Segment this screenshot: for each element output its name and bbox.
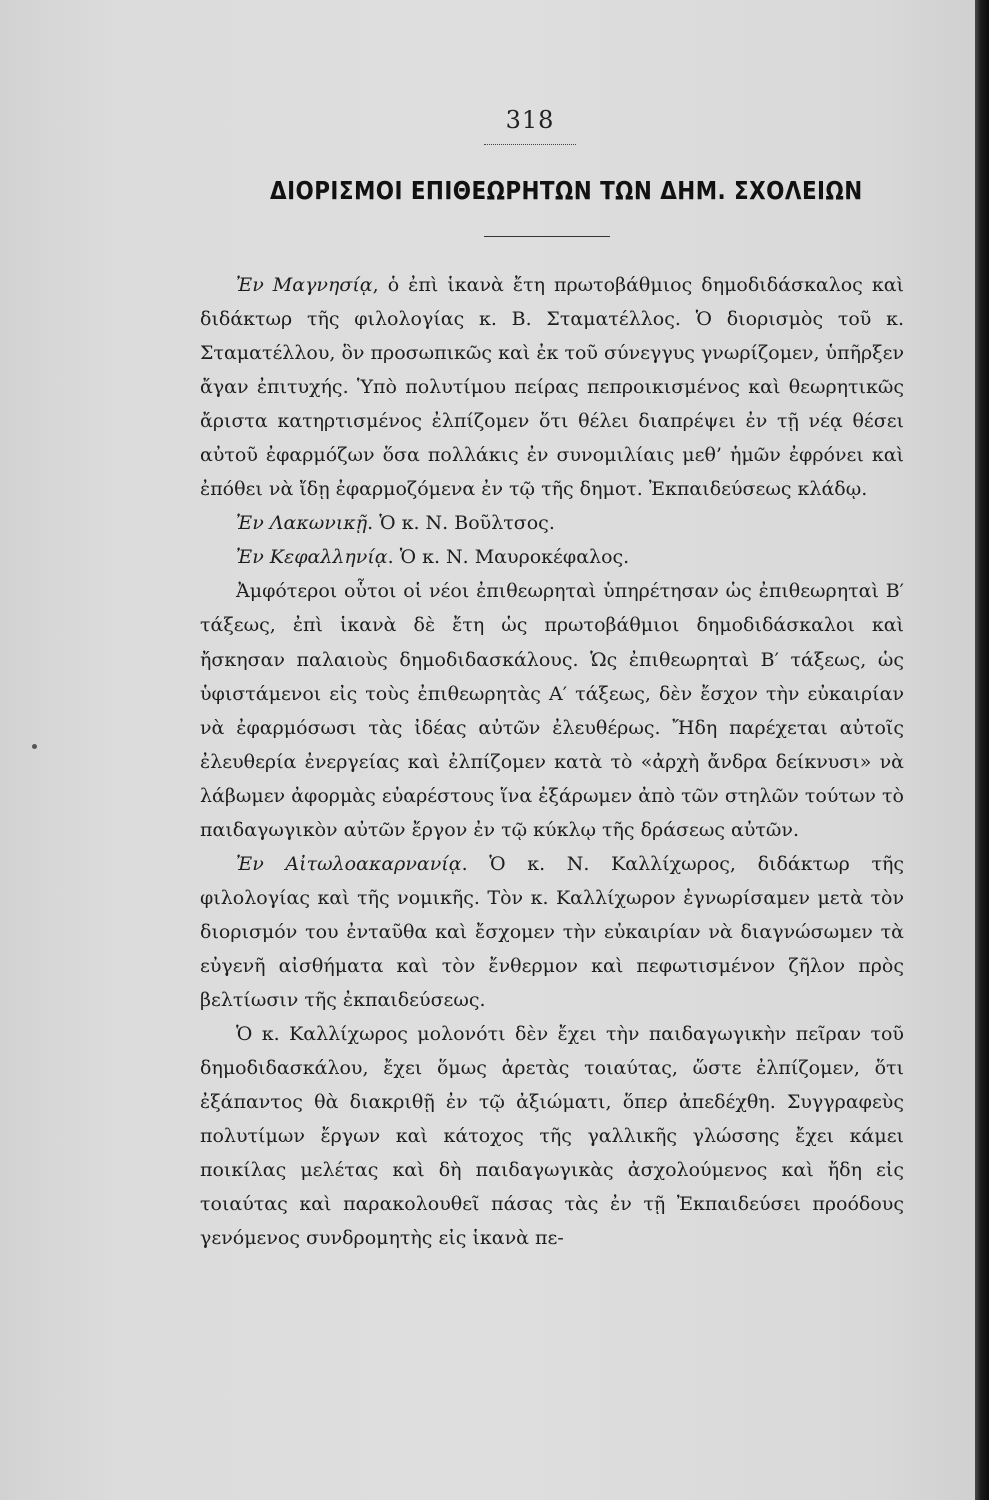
paragraph-kallichoros: [200, 1017, 904, 1255]
paragraph-text: . Ὁ κ. Ν. Βοῦλτσος.: [367, 512, 555, 535]
paragraph-kefallinia: [200, 540, 904, 574]
paragraph-text: Ὁ κ. Καλλίχωρος μολονότι δὲν ἔχει τὴν παιδαγωγικὴν πεῖραν τοῦ δημοδιδασκάλου, ἔχει ὅμως ἀρετὰς τοιαύτας, ὥστε ἐλπίζομεν, ὅτι ἐξάπαντος θὰ διακριθῇ ἐν τῷ ἀξιώματι, ὅπερ ἀπεδέχθη. Συγγραφεὺς πολυτίμων ἔργων καὶ κάτοχος τῆς γαλλικῆς γλώσσης ἔχει κάμει ποικίλας μελέτας καὶ δὴ παιδαγωγικὰς ἀσχολούμενος καὶ ἤδη εἰς τοιαύτας καὶ παρακολουθεῖ πάσας τὰς ἐν τῇ Ἐκπαιδεύσει προόδους γενόμενος συνδρομητὴς εἰς ἱκανὰ πε-: [200, 1023, 904, 1250]
paragraph-text: . Ὁ κ. Ν. Μαυροκέφαλος.: [387, 546, 630, 569]
paragraph-aitoloakarnania: [200, 847, 904, 1017]
paragraph-lakonia: [200, 506, 904, 540]
page-number: 318: [505, 106, 555, 134]
page-edge-shadow: [975, 0, 989, 1500]
page-title: ΔΙΟΡΙΣΜΟΙ ΕΠΙΘΕΩΡΗΤΩΝ ΤΩΝ ΔΗΜ. ΣΧΟΛΕΙΩΝ: [270, 176, 863, 205]
paragraph-text: Ἀμφότεροι οὗτοι οἱ νέοι ἐπιθεωρηταὶ ὑπηρέτησαν ὡς ἐπιθεωρηταὶ Β′ τάξεως, ἐπὶ ἱκανὰ δὲ ἔτη ὡς πρωτοβάθμιοι δημοδιδάσκαλοι καὶ ἤσκησαν παλαιοὺς δημοδιδασκάλους. Ὡς ἐπιθεωρηταὶ Β′ τάξεως, ὡς ὑφιστάμενοι εἰς τοὺς ἐπιθεωρητὰς Α′ τάξεως, δὲν ἔσχον τὴν εὐκαιρίαν νὰ ἐφαρμόσωσι τὰς ἰδέας αὐτῶν ἐλευθέρως. Ἤδη παρέχεται αὐτοῖς ἐλευθερία ἐνεργείας καὶ ἐλπίζομεν κατὰ τὸ «ἀρχὴ ἄνδρα δείκνυσι» νὰ λάβωμεν ἀφορμὰς εὐαρέστους ἵνα ἐξάρωμεν ἀπὸ τῶν στηλῶν τούτων τὸ παιδαγωγικὸν αὐτῶν ἔργον ἐν τῷ κύκλῳ τῆς δράσεως αὐτῶν.: [200, 580, 904, 841]
paragraph-both-inspectors: [200, 574, 904, 846]
place-name: Ἐν Αἰτωλοακαρνανίᾳ: [236, 852, 462, 875]
margin-mark: [32, 744, 37, 749]
page-number-rule: [484, 144, 576, 145]
paragraph-text: , ὁ ἐπὶ ἱκανὰ ἔτη πρωτοβάθμιος δημοδιδάσκαλος καὶ διδάκτωρ τῆς φιλολογίας κ. Β. Σταματέλλος. Ὁ διορισμὸς τοῦ κ. Σταματέλλου, ὃν προσωπικῶς καὶ ἐκ τοῦ σύνεγγυς γνωρίζομεν, ὑπῆρξεν ἄγαν ἐπιτυχής. Ὑπὸ πολυτίμου πείρας πεπροικισμένος καὶ θεωρητικῶς ἄριστα κατηρτισμένος ἐλπίζομεν ὅτι θέλει διαπρέψει ἐν τῇ νέᾳ θέσει αὐτοῦ ἐφαρμόζων ὅσα πολλάκις ἐν συνομιλίαις μεθ’ ἡμῶν ἐφρόνει καὶ ἐπόθει νὰ ἴδῃ ἐφαρμοζόμενα ἐν τῷ τῆς δημοτ. Ἐκπαιδεύσεως κλάδῳ.: [200, 274, 905, 501]
article-body: [200, 268, 904, 1255]
paragraph-text: . Ὁ κ. Ν. Καλλίχωρος, διδάκτωρ τῆς φιλολογίας καὶ τῆς νομικῆς. Τὸν κ. Καλλίχωρον ἐγνωρίσαμεν μετὰ τὸν διορισμόν του ἐνταῦθα καὶ ἔσχομεν τὴν εὐκαιρίαν νὰ διαγνώσωμεν τὰ εὐγενῆ αἰσθήματα καὶ τὸν ἔνθερμον καὶ πεφωτισμένον ζῆλον πρὸς βελτίωσιν τῆς ἐκπαιδεύσεως.: [200, 852, 904, 1011]
place-name: Ἐν Μαγνησίᾳ: [236, 274, 373, 296]
place-name: Ἐν Κεφαλληνίᾳ: [236, 546, 388, 569]
title-rule: [484, 236, 610, 237]
place-name: Ἐν Λακωνικῇ: [236, 512, 368, 535]
paragraph-magnesia: [200, 268, 904, 506]
